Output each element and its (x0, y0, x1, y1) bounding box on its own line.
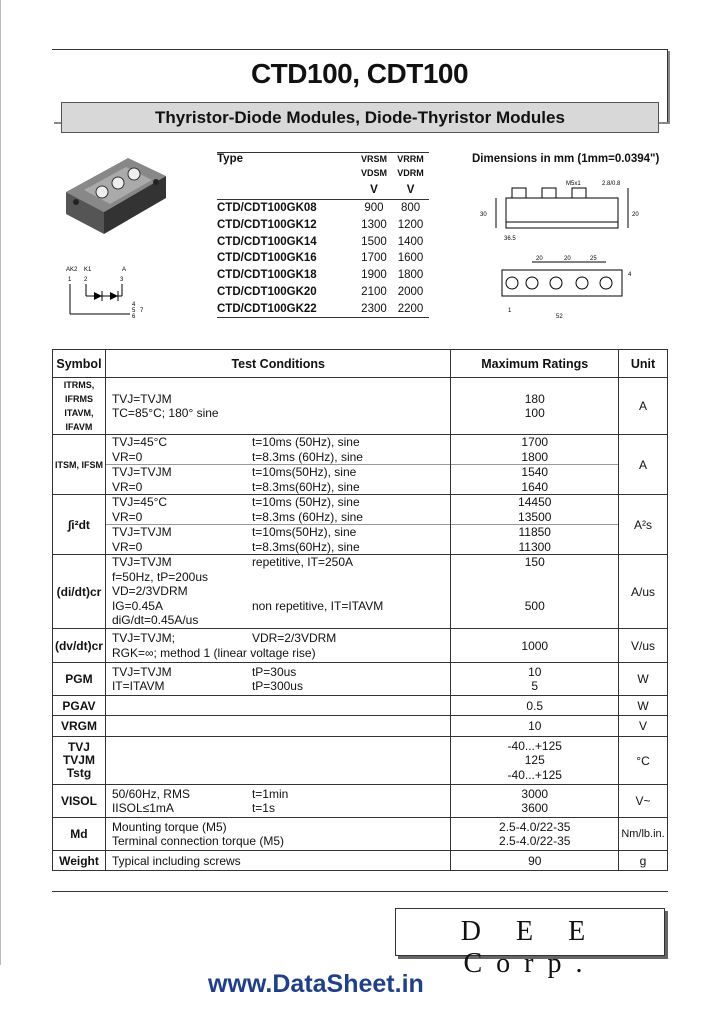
unit: A/us (619, 555, 668, 629)
condition: IISOL≤1mA (111, 801, 174, 815)
pin-2: 2 (84, 277, 88, 283)
condition: tP=30us (251, 664, 297, 679)
condition: TVJ=TVJM (111, 664, 172, 679)
pin-3: 3 (120, 277, 124, 283)
symbol-header: Symbol (53, 350, 106, 378)
rating: 13500 (518, 509, 552, 524)
condition: t=8.3ms (60Hz), sine (251, 449, 363, 464)
symbol: Weight (53, 851, 106, 871)
condition: repetitive, IT=250A (251, 555, 353, 570)
symbol: ∫i²dt (53, 495, 106, 555)
condition: TVJ=TVJM (111, 392, 172, 406)
condition: t=1s (251, 801, 275, 815)
symbol: TVJM (62, 753, 95, 767)
condition: TC=85°C; 180° sine (111, 406, 219, 420)
label-a: A (122, 267, 127, 273)
symbol: (di/dt)cr (53, 555, 106, 629)
unit-v: V (370, 184, 378, 197)
condition: t=1min (251, 786, 289, 801)
vrsm-cell: 1300 (361, 218, 387, 231)
dim-d2: 30 (480, 212, 487, 218)
footer-rule (52, 891, 668, 892)
symbol: Md (53, 818, 106, 851)
dim-d6: 20 (564, 256, 571, 262)
unit: A (619, 435, 668, 495)
condition: VR=0 (111, 449, 143, 464)
rating: 1800 (521, 449, 549, 464)
symbol: ITRMS, IFRMS (63, 380, 95, 404)
ratings-table (52, 349, 668, 871)
condition: Mounting torque (M5) (111, 819, 227, 834)
unit: V~ (619, 785, 668, 818)
rating: 11850 (451, 524, 618, 540)
vrrm-cell: 1400 (397, 235, 424, 248)
rating: 1000 (451, 629, 619, 663)
vrrm-cell: 1800 (397, 269, 424, 282)
conditions-header: Test Conditions (105, 350, 451, 378)
type-table (217, 152, 429, 318)
condition: IT=ITAVM (111, 679, 165, 693)
symbol: ITAVM, IFAVM (64, 408, 94, 432)
rating: 90 (451, 851, 619, 871)
vrsm-cell: 2100 (361, 285, 387, 298)
ratings-header: Maximum Ratings (451, 350, 619, 378)
type-cell: CTD/CDT100GK14 (217, 235, 317, 248)
condition: non repetitive, IT=ITAVM (251, 598, 384, 613)
dim-d5: 20 (536, 256, 543, 262)
rating: 10 (528, 664, 542, 679)
condition: diG/dt=0.45A/us (111, 613, 199, 628)
company-name: D E E Corp. (460, 916, 600, 979)
vdrm-header: VDRM (397, 168, 424, 179)
vrsm-cell: 1700 (361, 252, 387, 265)
symbol: ITSM, IFSM (53, 435, 106, 495)
dim-d8: 52 (556, 314, 563, 320)
label-ak2: AK2 (66, 267, 78, 273)
rating: -40...+125 (507, 738, 562, 753)
condition: t=10ms(50Hz), sine (251, 465, 357, 479)
unit-v: V (406, 184, 415, 197)
symbol: (dv/dt)cr (53, 629, 106, 663)
pin-7: 7 (140, 308, 144, 314)
condition: IG=0.45A (111, 598, 163, 613)
vrrm-cell: 1600 (397, 252, 424, 265)
vrrm-cell: 1200 (397, 218, 424, 231)
unit: Nm/lb.in. (619, 818, 668, 851)
rating: 150 (524, 555, 545, 570)
condition: TVJ=TVJM; (111, 631, 175, 645)
condition: RGK=∞; method 1 (linear voltage rise) (111, 645, 316, 660)
condition: t=10ms(50Hz), sine (251, 525, 357, 539)
dim-d4: 36.5 (504, 236, 516, 242)
unit: V (619, 716, 668, 737)
rating: 11300 (518, 539, 551, 554)
rating: 180 (524, 392, 545, 406)
rating: 125 (524, 753, 545, 768)
vrrm-cell: 2200 (397, 302, 424, 315)
condition: t=8.3ms (60Hz), sine (251, 509, 363, 524)
unit: W (619, 696, 668, 716)
page-title: CTD100, CDT100 (250, 58, 469, 89)
condition: Terminal connection torque (M5) (111, 834, 285, 848)
symbol: Tstg (66, 766, 92, 780)
dim-d3: 20 (632, 212, 639, 218)
dim-d9: 4 (628, 272, 632, 278)
condition: t=8.3ms(60Hz), sine (251, 479, 360, 494)
vdsm-header: VDSM (360, 168, 387, 179)
type-header: Type (217, 153, 243, 165)
rating: 5 (531, 679, 539, 693)
page-edge (0, 0, 1, 965)
pin-5: 5 (132, 308, 136, 314)
condition: VR=0 (111, 539, 143, 554)
type-cell: CTD/CDT100GK22 (217, 302, 317, 315)
rating: 1700 (521, 435, 549, 449)
vrsm-cell: 1900 (361, 269, 387, 282)
page-subtitle: Thyristor-Diode Modules, Diode-Thyristor Modules (155, 108, 565, 127)
dim-d7: 25 (590, 256, 597, 262)
condition: t=8.3ms(60Hz), sine (251, 539, 360, 554)
rating: 2.5-4.0/22-35 (499, 834, 571, 848)
vrsm-header: VRSM (360, 154, 387, 164)
unit: g (619, 851, 668, 871)
rating: 3000 (521, 786, 549, 801)
condition: Typical including screws (105, 851, 451, 871)
symbol: PGM (53, 663, 106, 696)
type-cell: CTD/CDT100GK08 (217, 201, 317, 214)
symbol: VISOL (53, 785, 106, 818)
type-cell: CTD/CDT100GK16 (217, 252, 317, 265)
condition: TVJ=45°C (111, 435, 168, 449)
rating: 1640 (521, 479, 549, 494)
unit: A²s (619, 495, 668, 555)
vrsm-cell: 900 (364, 201, 384, 214)
rating: 500 (524, 598, 545, 613)
vrrm-header: VRRM (397, 154, 424, 164)
vrsm-cell: 1500 (361, 235, 387, 248)
vrsm-cell: 2300 (361, 302, 387, 315)
rating: -40...+125 (507, 767, 562, 782)
condition: t=10ms (50Hz), sine (251, 495, 360, 509)
unit-header: Unit (619, 350, 668, 378)
unit: A (619, 378, 668, 435)
module-photo (56, 150, 176, 242)
rating: 10 (451, 716, 619, 737)
rating: 3600 (521, 801, 549, 815)
website-link[interactable]: www.DataSheet.in (208, 970, 424, 998)
type-cell: CTD/CDT100GK18 (217, 269, 317, 282)
circuit-schematic (60, 262, 150, 322)
rating: 1540 (451, 464, 618, 480)
condition: t=10ms (50Hz), sine (251, 435, 360, 449)
rating: 100 (524, 406, 545, 420)
symbol: VRGM (53, 716, 106, 737)
condition: tP=300us (251, 679, 303, 693)
pin-4: 4 (132, 302, 136, 308)
condition: VR=0 (111, 509, 143, 524)
condition: 50/60Hz, RMS (111, 786, 190, 801)
dim-d1: 2.8/0.8 (602, 181, 621, 187)
dim-m5: M5x1 (566, 181, 581, 187)
unit: V/us (619, 629, 668, 663)
rating: 14450 (518, 495, 552, 509)
condition: f=50Hz, tP=200us (111, 569, 209, 584)
vrrm-cell: 800 (400, 201, 421, 214)
symbol: PGAV (53, 696, 106, 716)
pin-6: 6 (132, 314, 136, 320)
condition: TVJ=TVJM (111, 555, 172, 570)
pin-1: 1 (68, 277, 72, 283)
condition: TVJ=TVJM (111, 465, 172, 479)
type-cell: CTD/CDT100GK20 (217, 285, 317, 298)
unit: W (619, 663, 668, 696)
rating: 2.5-4.0/22-35 (499, 819, 571, 834)
condition: VDR=2/3VDRM (251, 631, 337, 645)
condition: TVJ=TVJM (111, 525, 172, 539)
rating: 0.5 (451, 696, 619, 716)
unit: °C (619, 737, 668, 785)
condition: VR=0 (111, 479, 143, 494)
symbol: TVJ (67, 740, 90, 754)
dimension-drawing (476, 172, 656, 322)
dim-d10: 1 (508, 308, 512, 314)
type-cell: CTD/CDT100GK12 (217, 218, 317, 231)
vrrm-cell: 2000 (397, 285, 424, 298)
condition: TVJ=45°C (111, 495, 168, 509)
condition: VD=2/3VDRM (111, 584, 188, 599)
dimensions-title: Dimensions in mm (1mm=0.0394") (472, 153, 660, 165)
label-k1: K1 (84, 267, 92, 273)
